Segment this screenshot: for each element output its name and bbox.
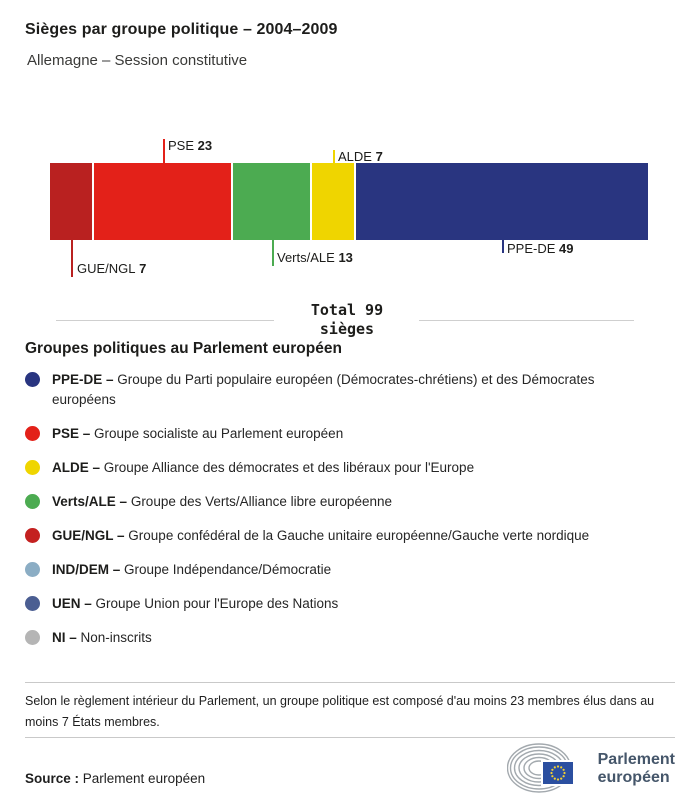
legend-item-code: ALDE – <box>52 460 101 475</box>
legend-list <box>25 370 635 662</box>
legend-item-code: UEN – <box>52 596 92 611</box>
eu-flag-icon <box>543 762 573 784</box>
legend-item-desc: Groupe Union pour l'Europe des Nations <box>95 596 339 611</box>
bar-label-gue-ngl: GUE/NGL 7 <box>77 261 147 276</box>
leader-line-pse <box>163 139 165 163</box>
page-title: Sièges par groupe politique – 2004–2009 <box>25 21 338 38</box>
legend-item-desc: Groupe socialiste au Parlement européen <box>94 426 344 441</box>
legend-color-dot <box>25 562 40 577</box>
legend-item-code: NI – <box>52 630 77 645</box>
leader-line-ppe-de <box>502 240 504 253</box>
legend-item-code: Verts/ALE – <box>52 494 128 509</box>
legend-color-dot <box>25 494 40 509</box>
total-seats-line2: sièges <box>319 320 375 338</box>
legend-heading: Groupes politiques au Parlement européen <box>25 340 342 357</box>
total-seats <box>274 301 420 339</box>
legend-color-dot <box>25 426 40 441</box>
legend-color-dot <box>25 528 40 543</box>
legend-item-desc: Groupe confédéral de la Gauche unitaire européenne/Gauche verte nordique <box>128 528 590 543</box>
legend-item <box>25 370 635 410</box>
bar-label-ppe-de: PPE-DE 49 <box>507 241 574 256</box>
footer-divider-top <box>25 682 675 683</box>
legend-item-desc: Groupe des Verts/Alliance libre européenne <box>130 494 392 509</box>
bar-segment-ppe-de <box>356 163 648 240</box>
legend-item-code: GUE/NGL – <box>52 528 125 543</box>
source-value: Parlement européen <box>82 771 206 786</box>
bar-segment-verts-ale <box>233 163 310 240</box>
source-line <box>25 771 205 786</box>
leader-line-gue-ngl <box>71 240 73 277</box>
total-divider-left <box>56 320 274 321</box>
legend-item <box>25 594 635 614</box>
legend-color-dot <box>25 372 40 387</box>
stacked-bar <box>50 163 648 240</box>
legend-color-dot <box>25 596 40 611</box>
leader-line-alde <box>333 150 335 163</box>
legend-item <box>25 560 635 580</box>
legend-item <box>25 458 635 478</box>
legend-item-code: IND/DEM – <box>52 562 121 577</box>
logo-wordmark-line2: européen <box>597 769 670 786</box>
bar-label-alde: ALDE 7 <box>338 149 383 164</box>
source-label: Source : <box>25 771 80 786</box>
legend-item-desc: Groupe Alliance des démocrates et des libéraux pour l'Europe <box>103 460 475 475</box>
european-parliament-logo <box>507 740 675 798</box>
legend-color-dot <box>25 630 40 645</box>
logo-wordmark-line1: Parlement <box>597 751 675 768</box>
page-subtitle: Allemagne – Session constitutive <box>27 52 248 69</box>
legend-item-desc: Groupe du Parti populaire européen (Démocrates-chrétiens) et des Démocrates européens <box>52 372 595 407</box>
total-divider-right <box>419 320 634 321</box>
bar-label-verts-ale: Verts/ALE 13 <box>277 250 353 265</box>
leader-line-verts-ale <box>272 240 274 266</box>
bar-label-pse: PSE 23 <box>168 138 213 153</box>
bar-segment-gue-ngl <box>50 163 92 240</box>
legend-item <box>25 628 635 648</box>
footer-divider-bottom <box>25 737 675 738</box>
legend-item <box>25 492 635 512</box>
total-seats-line1: Total 99 <box>310 301 384 319</box>
legend-item <box>25 526 635 546</box>
legend-item-code: PPE-DE – <box>52 372 114 387</box>
bar-segment-pse <box>94 163 231 240</box>
logo-wordmark <box>598 751 675 787</box>
legend-item-code: PSE – <box>52 426 91 441</box>
legend-item-desc: Groupe Indépendance/Démocratie <box>124 562 332 577</box>
footnote: Selon le règlement intérieur du Parlement, un groupe politique est composé d'au moins 23 membres élus dans au moins 7 États membres. <box>25 694 655 729</box>
legend-item-desc: Non-inscrits <box>80 630 152 645</box>
legend-color-dot <box>25 460 40 475</box>
bar-segment-alde <box>312 163 354 240</box>
parliament-hemicycle-icon <box>507 740 589 798</box>
legend-item <box>25 424 635 444</box>
